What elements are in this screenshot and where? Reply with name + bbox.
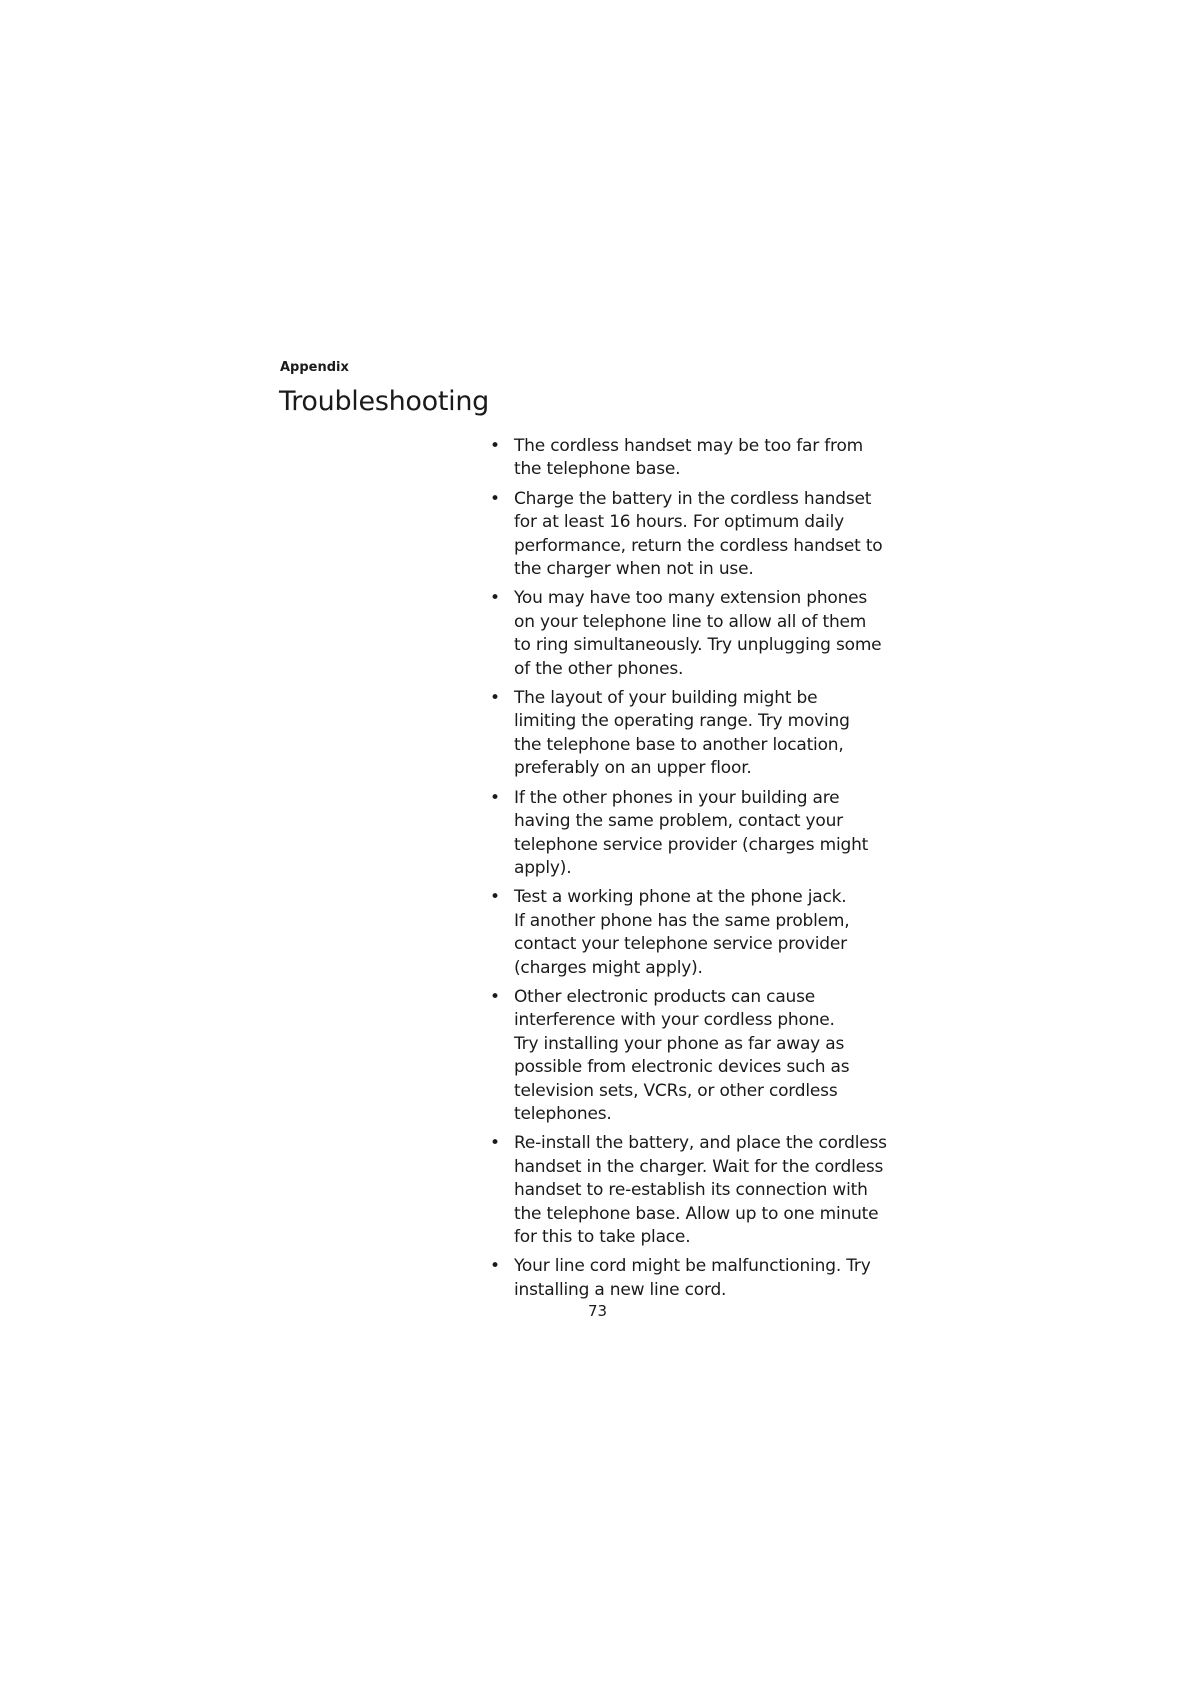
page-number: 73 bbox=[588, 1302, 608, 1320]
bullet-icon: • bbox=[490, 787, 500, 808]
item-text-line: Your line cord might be malfunctioning. Try bbox=[514, 1256, 871, 1277]
item-text-line: contact your telephone service provider bbox=[514, 934, 847, 955]
item-text-line: telephone service provider (charges might bbox=[514, 834, 869, 855]
item-text-line: handset to re-establish its connection with bbox=[514, 1180, 868, 1201]
bullet-icon: • bbox=[490, 688, 500, 709]
troubleshooting-list bbox=[490, 435, 930, 1308]
bullet-icon: • bbox=[490, 986, 500, 1007]
item-text-line: the charger when not in use. bbox=[514, 559, 754, 580]
item-text-line: If the other phones in your building are bbox=[514, 787, 840, 808]
item-text-line: Other electronic products can cause bbox=[514, 986, 816, 1007]
item-text-line: possible from electronic devices such as bbox=[514, 1057, 850, 1078]
list-item bbox=[490, 1255, 930, 1302]
item-text-line: apply). bbox=[514, 857, 572, 878]
list-item bbox=[490, 435, 930, 482]
item-text-line: (charges might apply). bbox=[514, 957, 703, 978]
item-text-line: having the same problem, contact your bbox=[514, 811, 843, 832]
list-item bbox=[490, 886, 930, 980]
item-text-line: handset in the charger. Wait for the cordless bbox=[514, 1156, 884, 1177]
item-text-line: to ring simultaneously. Try unplugging some bbox=[514, 635, 882, 656]
item-text-line: preferably on an upper floor. bbox=[514, 758, 752, 779]
bullet-icon: • bbox=[490, 488, 500, 509]
bullet-icon: • bbox=[490, 887, 500, 908]
item-text-line: Try installing your phone as far away as bbox=[514, 1033, 845, 1054]
list-item bbox=[490, 1132, 930, 1249]
bullet-icon: • bbox=[490, 436, 500, 456]
item-text-line: The layout of your building might be bbox=[514, 688, 818, 709]
bullet-icon: • bbox=[490, 1256, 500, 1277]
list-item bbox=[490, 488, 930, 582]
item-text-line: the telephone base to another location, bbox=[514, 734, 844, 755]
item-text-line: for at least 16 hours. For optimum daily bbox=[514, 512, 844, 533]
item-text-line: for this to take place. bbox=[514, 1227, 691, 1247]
section-label: Appendix bbox=[280, 360, 349, 375]
item-text-line: limiting the operating range. Try moving bbox=[514, 711, 850, 732]
list-item bbox=[490, 587, 930, 681]
item-text-line: of the other phones. bbox=[514, 658, 684, 679]
item-text-line: on your telephone line to allow all of them bbox=[514, 611, 867, 632]
item-text-line: Re-install the battery, and place the cordless bbox=[514, 1133, 887, 1154]
item-text-line: the telephone base. Allow up to one minute bbox=[514, 1203, 879, 1224]
list-item bbox=[490, 787, 930, 881]
item-text-line: performance, return the cordless handset to bbox=[514, 535, 883, 556]
item-text-line: Test a working phone at the phone jack. bbox=[514, 887, 847, 908]
list-item bbox=[490, 986, 930, 1126]
item-text-line: the telephone base. bbox=[514, 459, 681, 480]
item-text-line: installing a new line cord. bbox=[514, 1279, 727, 1300]
item-text-line: television sets, VCRs, or other cordless bbox=[514, 1080, 838, 1101]
item-text-line: Charge the battery in the cordless handset bbox=[514, 488, 872, 509]
item-text-line: telephones. bbox=[514, 1103, 612, 1124]
bullet-icon: • bbox=[490, 588, 500, 609]
item-text-line: interference with your cordless phone. bbox=[514, 1010, 835, 1031]
item-text-line: The cordless handset may be too far from bbox=[514, 436, 864, 456]
item-text-line: If another phone has the same problem, bbox=[514, 910, 850, 931]
bullet-icon: • bbox=[490, 1133, 500, 1154]
list-item bbox=[490, 687, 930, 781]
item-text-line: You may have too many extension phones bbox=[514, 588, 868, 609]
page-title: Troubleshooting bbox=[279, 386, 489, 417]
